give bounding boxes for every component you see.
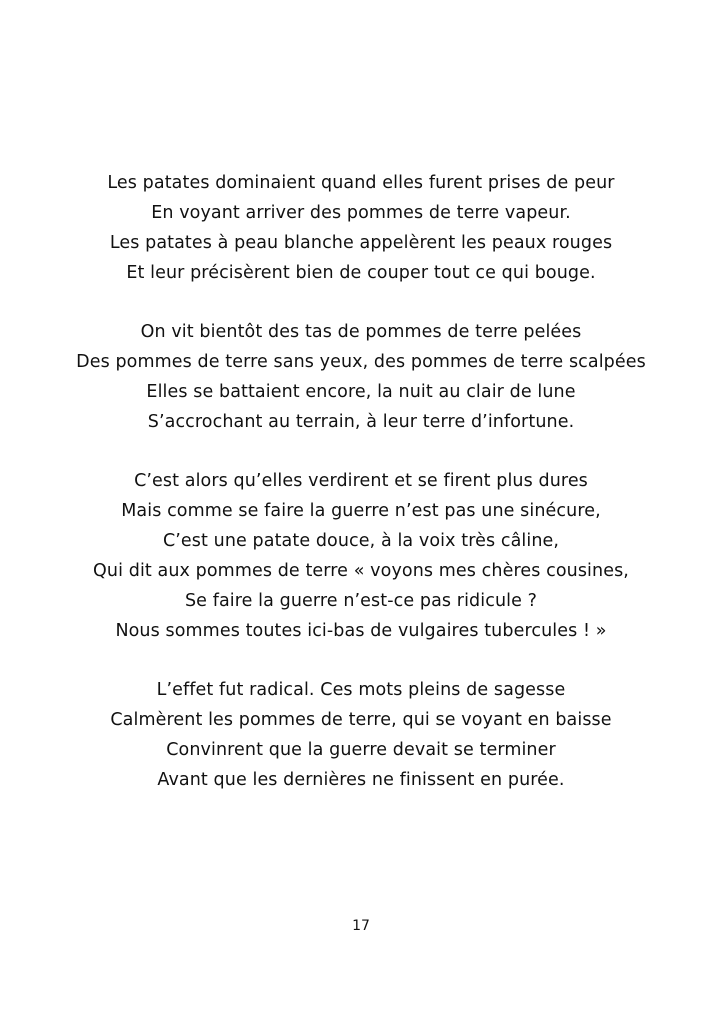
poem-line: Avant que les dernières ne finissent en purée. bbox=[157, 770, 565, 790]
poem-line: Elles se battaient encore, la nuit au clair de lune bbox=[146, 382, 576, 402]
poem-line: Convinrent que la guerre devait se terminer bbox=[166, 740, 556, 760]
poem-line: C’est alors qu’elles verdirent et se firent plus dures bbox=[134, 471, 588, 491]
stanza-4 bbox=[0, 675, 722, 795]
poem-line: Et leur précisèrent bien de couper tout ce qui bouge. bbox=[126, 263, 596, 283]
poem-line: Les patates dominaient quand elles furent prises de peur bbox=[107, 173, 615, 193]
stanza-3 bbox=[0, 466, 722, 646]
poem-line: Mais comme se faire la guerre n’est pas une sinécure, bbox=[121, 501, 601, 521]
poem-line: C’est une patate douce, à la voix très câline, bbox=[162, 531, 560, 551]
poem-line: Des pommes de terre sans yeux, des pommes de terre scalpées bbox=[76, 352, 646, 372]
poem-line: Qui dit aux pommes de terre « voyons mes chères cousines, bbox=[93, 561, 629, 581]
poem-line: En voyant arriver des pommes de terre vapeur. bbox=[151, 203, 571, 223]
poem-line: Les patates à peau blanche appelèrent les peaux rouges bbox=[109, 233, 613, 253]
poem-line: S’accrochant au terrain, à leur terre d’infortune. bbox=[147, 412, 575, 432]
poem-line: Se faire la guerre n’est-ce pas ridicule ? bbox=[184, 591, 538, 611]
page-number: 17 bbox=[352, 918, 370, 934]
poem-line: L’effet fut radical. Ces mots pleins de sagesse bbox=[156, 680, 566, 700]
stanza-1 bbox=[0, 168, 722, 288]
poem bbox=[0, 168, 722, 824]
poem-line: Calmèrent les pommes de terre, qui se voyant en baisse bbox=[110, 710, 612, 730]
stanza-2 bbox=[0, 317, 722, 437]
poem-line: On vit bientôt des tas de pommes de terre pelées bbox=[140, 322, 582, 342]
poem-line: Nous sommes toutes ici-bas de vulgaires tubercules ! » bbox=[115, 621, 607, 641]
